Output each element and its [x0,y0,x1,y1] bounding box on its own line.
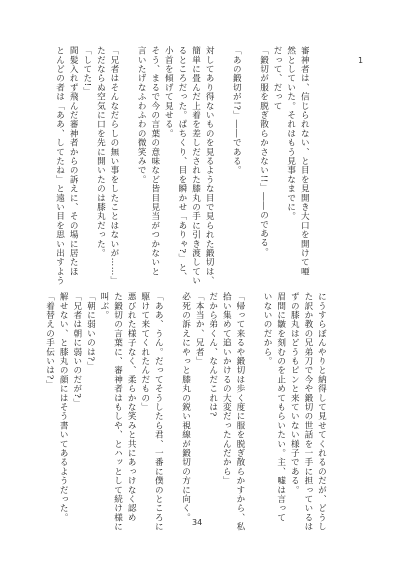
text-line [246,292,260,514]
text-line: 駆けて来てくれたんだもの」 [139,292,150,412]
text-line: 必死の訴えにやっと膝丸の鋭い視線が鍛切の方に向く。 [180,292,191,522]
text-line [242,46,256,274]
text-line: 簡単に畳んだ上着を差しだされた膝丸の手に引き渡してい [190,46,201,286]
text-line: 解せない、と膝丸の顔にはそう書いてあるようだった。 [58,292,69,522]
text-line: 眉間に皺を刻むのを止めてもらいたい。主、嘘は言って [275,292,286,522]
text-line: 審神者は、信じられない、と目を見開き大口を開けて唖 [299,46,310,276]
text-line: 「本当か、兄者」 [194,292,205,366]
text-line: 「兄者はそんなだらしの無い事をしたことはないが……」 [108,46,119,286]
text-line: にうすらぼんやりと納得して見せてくれるのだが、どうし [316,292,327,532]
text-line: 「あの鍛切が!?」――である。 [231,46,242,175]
text-line: ずの膝丸はどうもピンと来ていない様子である。 [289,292,300,495]
text-line: 叫ぶ。 [98,292,109,320]
text-line: 対してあり得ないものを見るような目で見られた鍛切は、 [204,46,215,286]
text-block-top [52,46,310,286]
text-line: 悪びれた様子なく、柔らかな笑みと共にあっけなく認め [126,292,137,522]
text-line: 間髪入れず飛んだ審神者からの訴えに、その場に居たほ [68,46,79,276]
text-line: るところだった。ぱちくり、目を瞬かせ「ありゃ?」と、 [176,46,187,282]
text-line: だって、だって [272,46,283,111]
text-line [164,292,178,514]
text-line: た鍛切の言葉に、審神者はもしや、とハッとして続け様に [112,292,123,532]
text-line: 「してた!」 [81,46,92,97]
text-line: 然としていた。それはもう見事なまでに。 [285,46,296,221]
text-line: た訳か教の兄弟刀で今や鍛切の世話を一手に担っているは [302,292,313,532]
text-line: 「着替えの手伝いは?」 [44,292,55,390]
text-line: 言いたげなふわふわの微笑みで。 [136,46,147,184]
text-line: 「帰って来るや鍛切は歩く度に服を脱ぎ散らかすから、私 [234,292,245,532]
text-line: 拾い集めて追いかけるの大変だったんだから」 [221,292,232,486]
text-line: 小首を傾げて見せる。 [163,46,174,138]
text-line: 「兄者は朝に弱いのだが?」 [71,292,82,408]
page-number: 34 [192,518,203,527]
text-line [215,46,229,274]
text-line: ただならぬ空気に口を先に開いたのは膝丸だった。 [95,46,106,258]
chapter-number: 1 [358,56,364,65]
text-line: とんどの者は「ああ、してたね」と遠い目を思い出すよう [54,46,65,286]
text-line: 「鍛切が服を脱ぎ散らかさない!!」――のである。 [258,46,269,257]
text-line: 「朝に弱いのは?」 [85,292,96,371]
text-line [120,46,134,274]
text-line: いないのだから。 [262,292,273,366]
text-line: 「ああ、うん。だってそうしたら君、一番に僕のところに [153,292,164,532]
text-line: そう、まるで今の言葉の意味など皆目見当がつかないと [149,46,160,276]
text-line: だから弟くん、なんだこれは? [207,292,218,417]
